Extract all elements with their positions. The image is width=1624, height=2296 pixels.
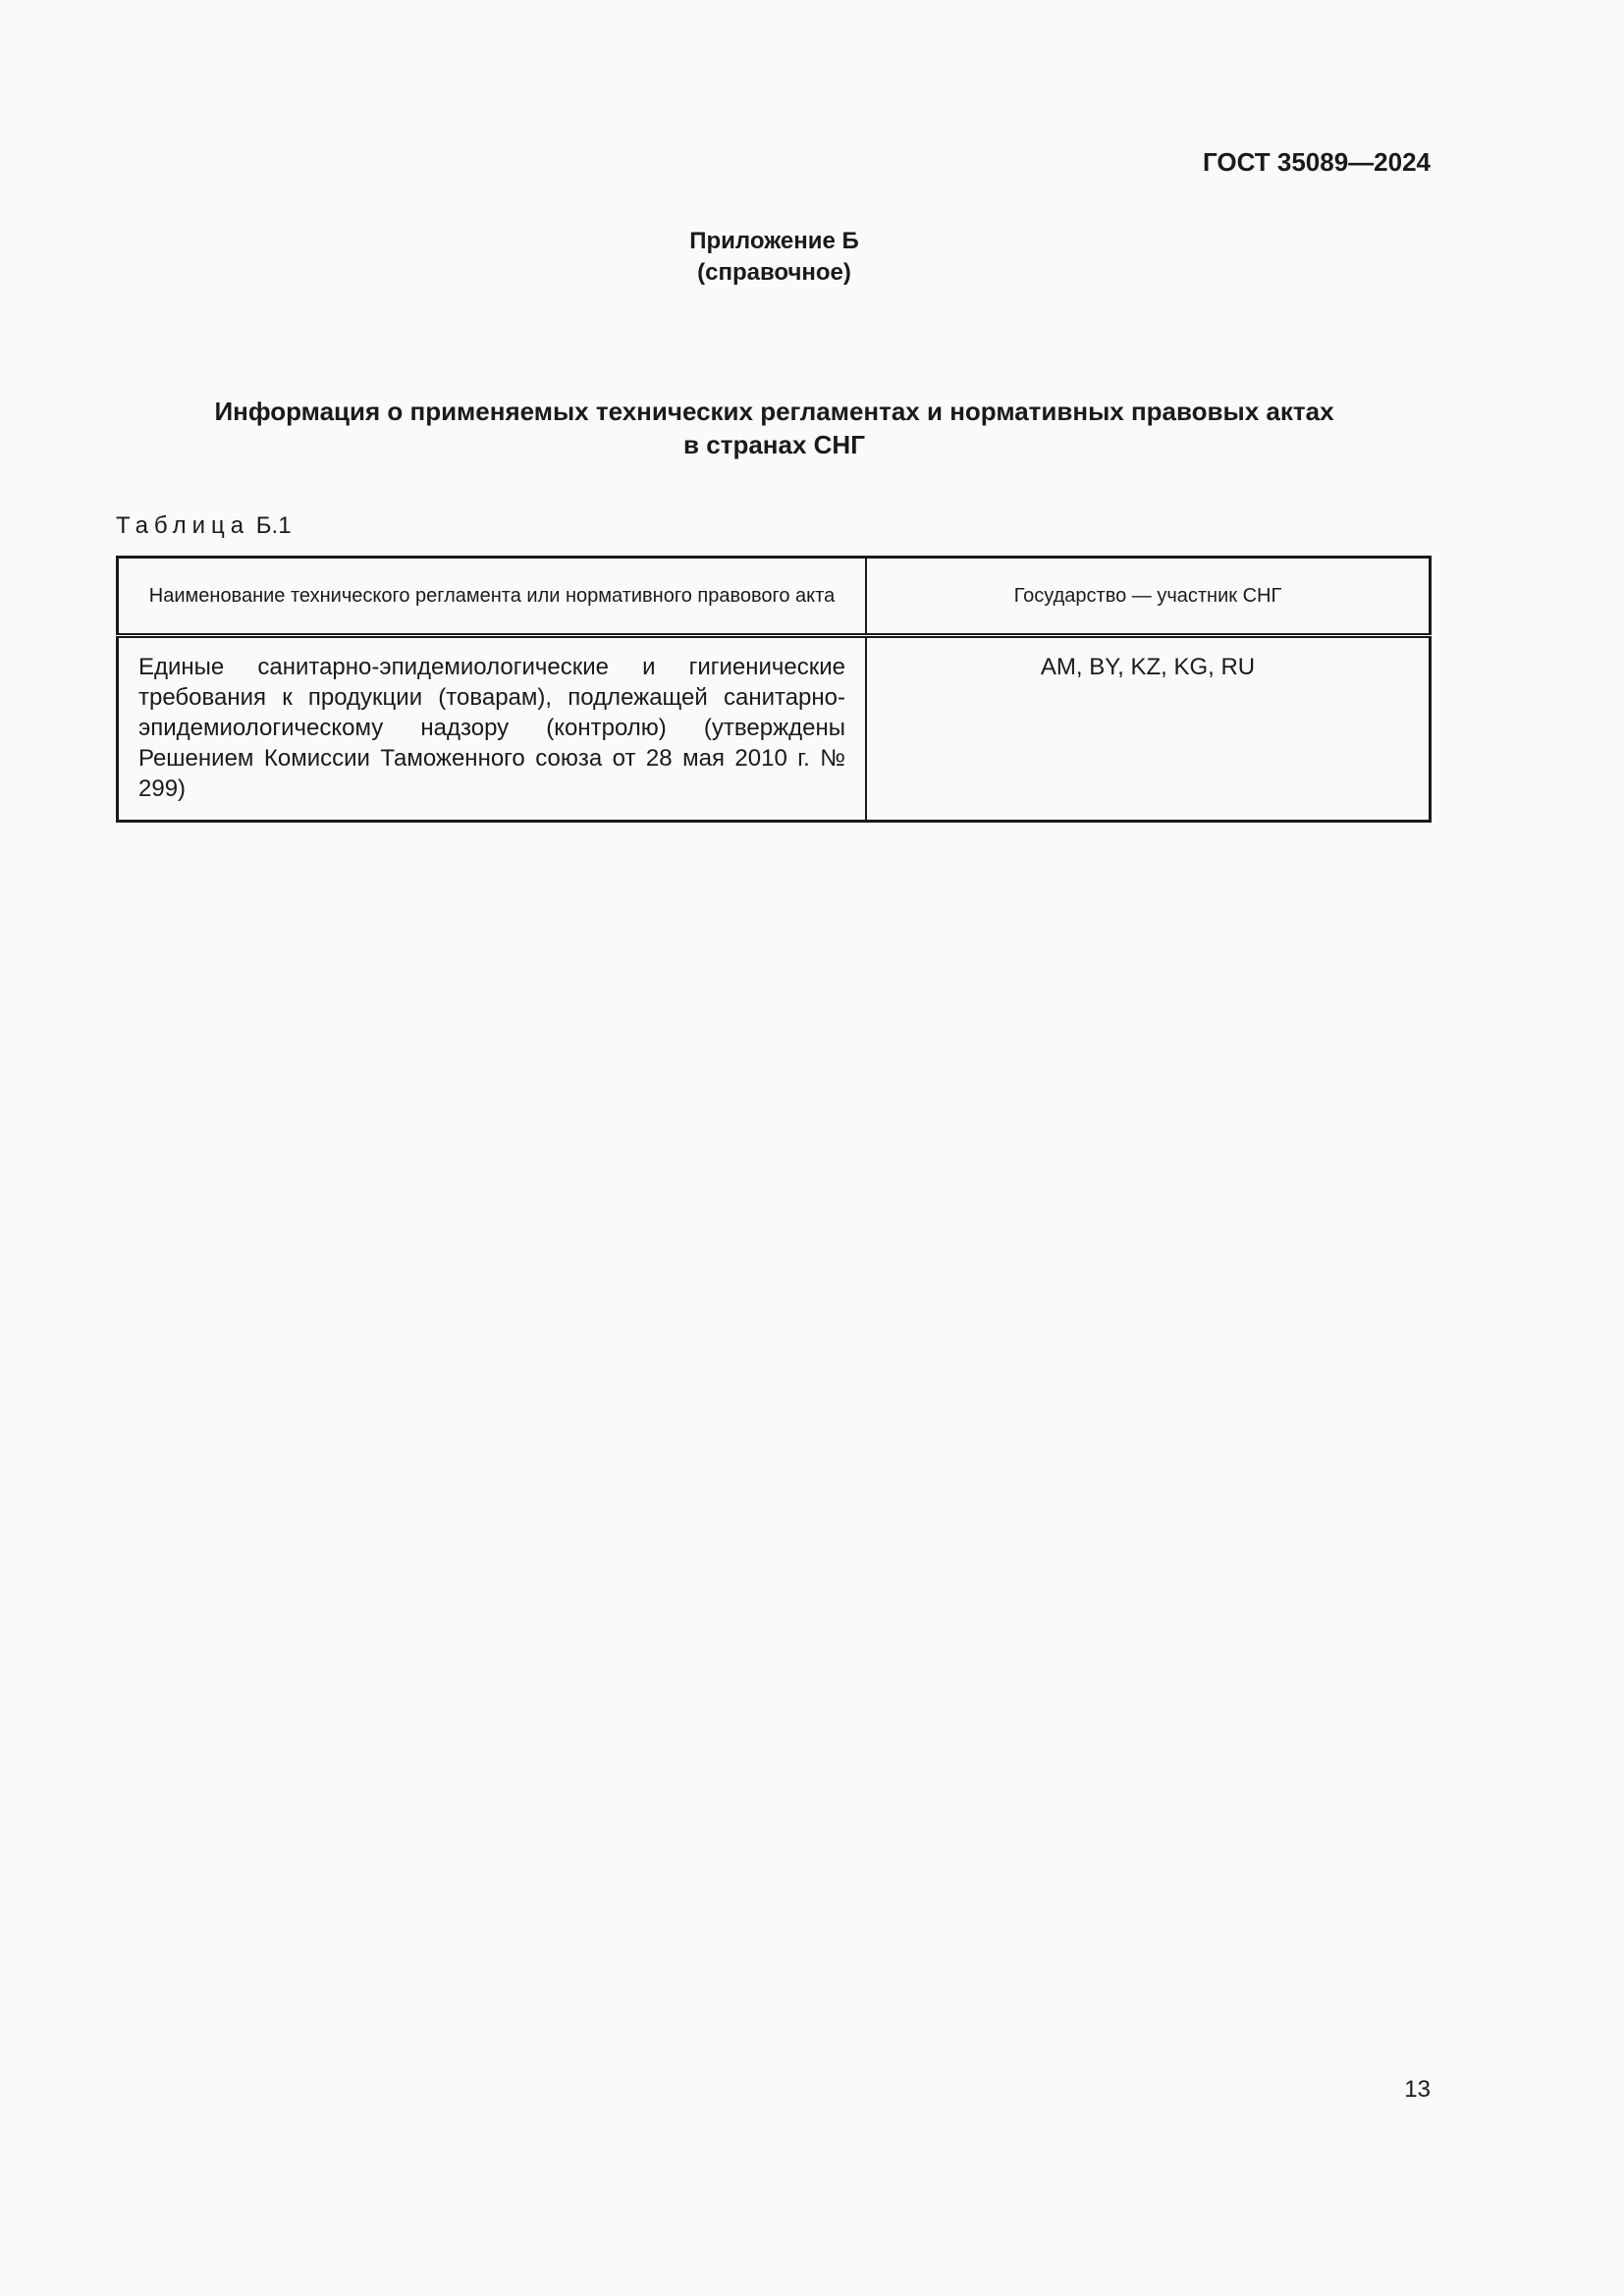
cell-states: AM, BY, KZ, KG, RU — [866, 636, 1431, 822]
table-header-row — [118, 558, 1431, 636]
column-header-regulation: Наименование технического регламента или нормативного правового акта — [118, 558, 867, 636]
appendix-heading — [0, 226, 1548, 289]
appendix-title: Приложение Б — [689, 228, 859, 254]
document-code: ГОСТ 35089—2024 — [1203, 147, 1431, 177]
section-title-line2: в странах СНГ — [683, 430, 865, 459]
regulations-table — [116, 556, 1432, 823]
page-number: 13 — [1404, 2076, 1431, 2103]
table-row — [118, 636, 1431, 822]
table-caption-word: Таблица — [116, 512, 250, 539]
column-header-state: Государство — участник СНГ — [866, 558, 1431, 636]
table-caption-number: Б.1 — [255, 512, 292, 539]
table-caption — [116, 512, 292, 540]
section-title-line1: Информация о применяемых технических регламентах и нормативных правовых актах — [214, 397, 1334, 426]
cell-regulation-name: Единые санитарно-эпидемиологические и гигиенические требования к продукции (товарам), подлежащей санитарно-эпидемиологическому надзору (контролю) (утверждены Решением Комиссии Таможенного союза от 28 мая 2010 г. № 299) — [118, 636, 867, 822]
section-title — [0, 395, 1548, 461]
appendix-status: (справочное) — [697, 259, 851, 286]
